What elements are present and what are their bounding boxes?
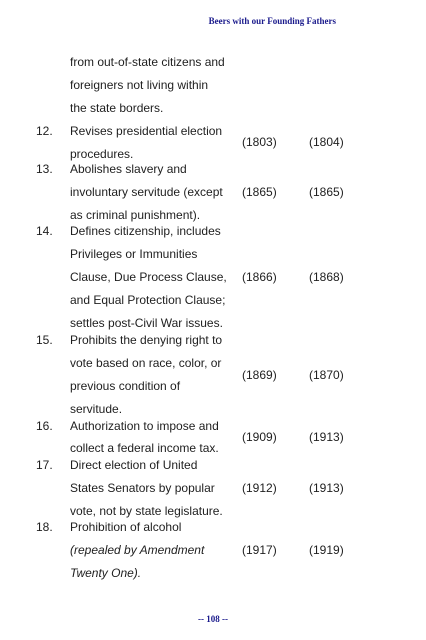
page-number: -- 108 -- (198, 614, 228, 624)
text-line: previous condition of (70, 379, 181, 393)
text-line: Clause, Due Process Clause, (70, 270, 227, 284)
text-line: (repealed by Amendment (70, 543, 205, 557)
text-line: settles post-Civil War issues. (70, 316, 223, 330)
text-line: Defines citizenship, includes (70, 224, 221, 238)
text-line: as criminal punishment). (70, 208, 201, 222)
text-line: servitude. (70, 402, 123, 416)
item-number: 15. (36, 333, 53, 347)
running-header: Beers with our Founding Fathers (208, 16, 336, 26)
text-line: the state borders. (70, 101, 164, 115)
proposed-year: (1866) (242, 270, 277, 284)
proposed-year: (1803) (242, 135, 277, 149)
item-number: 16. (36, 419, 53, 433)
text-line: foreigners not living within (70, 78, 209, 92)
text-line: Prohibition of alcohol (70, 520, 182, 534)
text-line: from out-of-state citizens and (70, 55, 225, 69)
text-line: vote, not by state legislature. (70, 504, 223, 518)
proposed-year: (1912) (242, 481, 277, 495)
ratified-year: (1913) (309, 481, 344, 495)
text-line: Revises presidential election (70, 124, 223, 138)
item-number: 14. (36, 224, 53, 238)
text-line: Abolishes slavery and (70, 162, 187, 176)
text-line: Prohibits the denying right to (70, 333, 223, 347)
proposed-year: (1917) (242, 543, 277, 557)
text-line: Privileges or Immunities (70, 247, 198, 261)
proposed-year: (1869) (242, 368, 277, 382)
item-number: 17. (36, 458, 53, 472)
ratified-year: (1865) (309, 185, 344, 199)
ratified-year: (1919) (309, 543, 344, 557)
text-line: States Senators by popular (70, 481, 215, 495)
proposed-year: (1909) (242, 430, 277, 444)
text-line: procedures. (70, 147, 134, 161)
item-number: 18. (36, 520, 53, 534)
ratified-year: (1868) (309, 270, 344, 284)
item-number: 13. (36, 162, 53, 176)
ratified-year: (1913) (309, 430, 344, 444)
text-line: vote based on race, color, or (70, 356, 222, 370)
text-line: involuntary servitude (except (70, 185, 223, 199)
text-line: Direct election of United (70, 458, 198, 472)
item-number: 12. (36, 124, 53, 138)
ratified-year: (1804) (309, 135, 344, 149)
text-line: Authorization to impose and (70, 419, 219, 433)
text-line: and Equal Protection Clause; (70, 293, 226, 307)
proposed-year: (1865) (242, 185, 277, 199)
text-line: Twenty One). (70, 566, 142, 580)
ratified-year: (1870) (309, 368, 344, 382)
text-line: collect a federal income tax. (70, 441, 219, 455)
